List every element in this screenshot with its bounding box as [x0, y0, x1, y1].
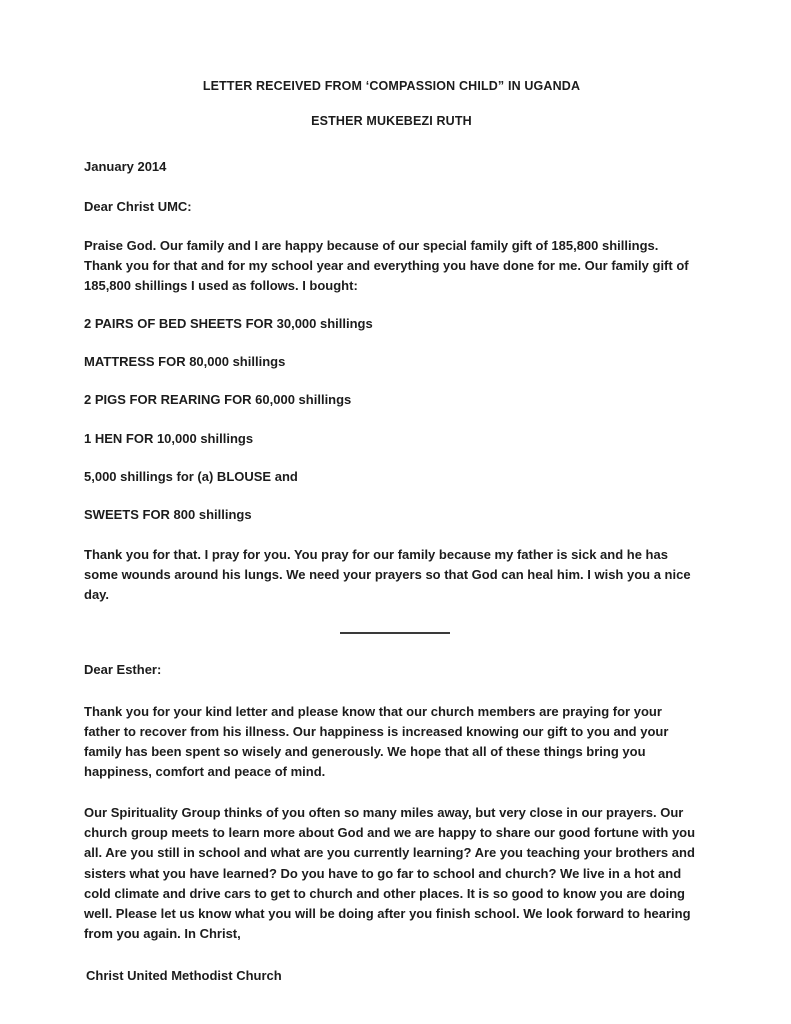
purchase-item: 5,000 shillings for (a) BLOUSE and: [84, 468, 298, 484]
purchase-item: 2 PAIRS OF BED SHEETS FOR 30,000 shillings: [84, 316, 373, 332]
purchase-item: MATTRESS FOR 80,000 shillings: [84, 354, 286, 370]
purchase-item: SWEETS FOR 800 shillings: [84, 506, 252, 522]
purchase-list: [84, 314, 699, 525]
opening-paragraph: Praise God. Our family and I are happy because of our special family gift of 185,800 shillings. Thank you for that and for my school year and everything you have done for me. Our family gift of 185,800 shillings I used as follows. I bought:: [84, 237, 689, 294]
document-header: [84, 78, 699, 130]
section-divider: [84, 632, 699, 634]
purchase-item: 1 HEN FOR 10,000 shillings: [84, 430, 254, 446]
document-title: LETTER RECEIVED FROM ‘COMPASSION CHILD” IN UGANDA: [202, 79, 581, 93]
reply-paragraph: Our Spirituality Group thinks of you often so many miles away, but very close in our prayers. Our church group meets to learn more about God and we are happy to share our good fortune with you all. Are you still in school and what are you currently learning? Are you teaching your brothers and sisters what you have learned? Do you have to go far to school and church? We live in a hot and cold climate and drive cars to get to church and other places. It is so good to know you are doing well. Please let us know what you will be doing after you finish school. We look forward to hearing from you again. In Christ,: [84, 805, 696, 942]
document-body: [84, 0, 699, 986]
letter-salutation: Dear Christ UMC:: [84, 198, 192, 214]
reply-paragraph: Thank you for your kind letter and please know that our church members are praying for your father to recover from his illness. Our happiness is increased knowing our gift to you and your family has been spent so wisely and generously. We hope that all of these things bring you happiness, comfort and peace of mind.: [84, 703, 669, 780]
divider-rule: [340, 632, 450, 634]
document-subtitle: ESTHER MUKEBEZI RUTH: [311, 114, 472, 129]
reply-signature: Christ United Methodist Church: [86, 968, 282, 984]
purchase-item: 2 PIGS FOR REARING FOR 60,000 shillings: [84, 392, 352, 408]
reply-salutation: Dear Esther:: [84, 662, 162, 678]
closing-paragraph: Thank you for that. I pray for you. You pray for our family because my father is sick and he has some wounds around his lungs. We need your prayers so that God can heal him. I wish you a nice day.: [84, 547, 691, 603]
letter-date: January 2014: [84, 158, 167, 174]
